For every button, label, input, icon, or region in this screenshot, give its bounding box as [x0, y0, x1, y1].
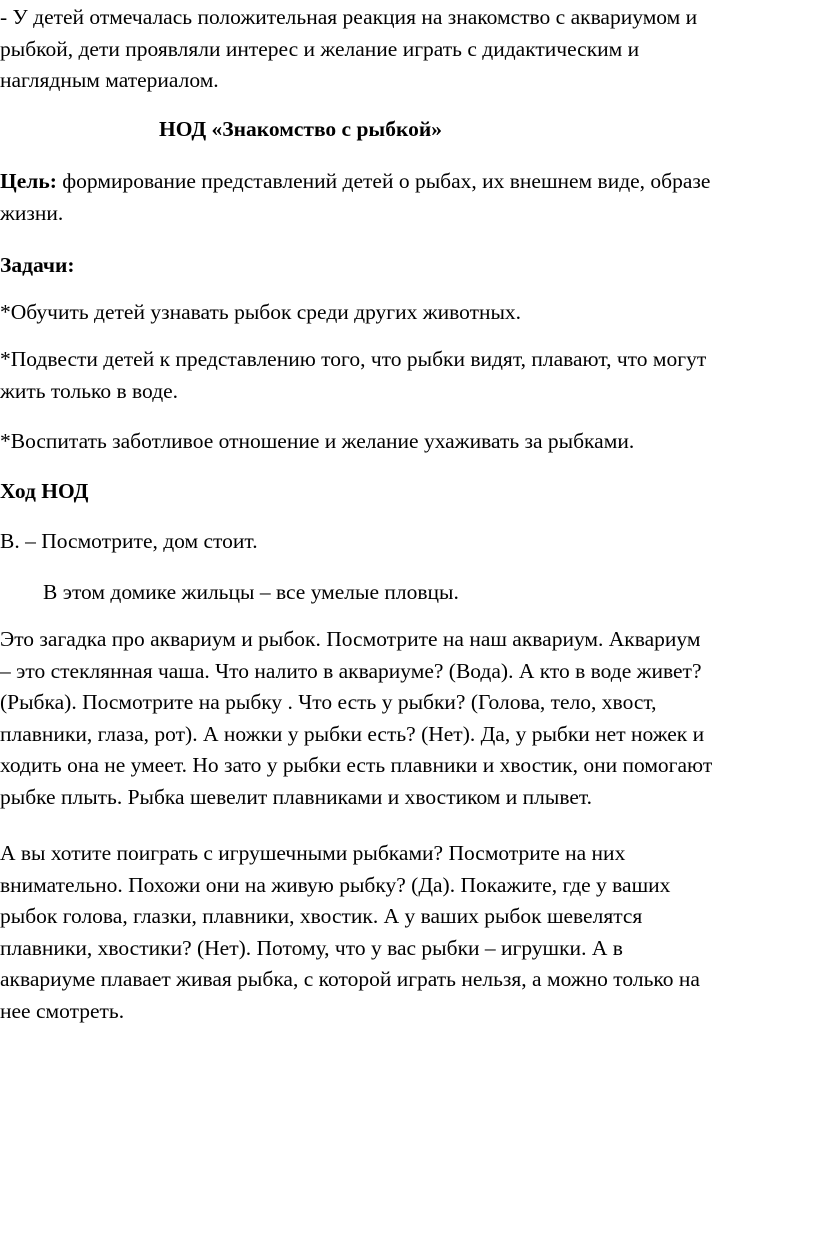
body-paragraph — [0, 838, 816, 1027]
goal-label: Цель: — [0, 169, 57, 193]
document-title — [159, 114, 759, 146]
task-item-line: *Обучить детей узнавать рыбок среди других животных. — [0, 300, 522, 324]
task-item — [0, 297, 816, 329]
task-item-line: *Подвести детей к представлению того, что рыбки видят, плавают, что могут — [0, 347, 707, 371]
goal-text-continued: жизни. — [0, 200, 64, 225]
paragraph-line: рыбке плыть. Рыбка шевелит плавниками и хвостиком и плывет. — [0, 784, 593, 809]
paragraph-line: ходить она не умеет. Но зато у рыбки есть плавники и хвостик, они помогают — [0, 753, 713, 777]
tasks-heading-text: Задачи: — [0, 253, 75, 277]
riddle-line-2: В этом домике жильцы – все умелые пловцы. — [43, 580, 459, 604]
paragraph-line: рыбок голова, глазки, плавники, хвостик. А у ваших рыбок шевелятся — [0, 904, 643, 928]
title-text: НОД «Знакомство с рыбкой» — [159, 117, 442, 141]
riddle-line — [0, 526, 816, 558]
progress-heading-text: Ход НОД — [0, 479, 89, 503]
progress-heading — [0, 476, 816, 508]
paragraph-line: плавники, глаза, рот). А ножки у рыбки есть? (Нет). Да, у рыбки нет ножек и — [0, 721, 705, 746]
intro-line: - У детей отмечалась положительная реакция на знакомство с аквариумом и — [0, 5, 698, 29]
intro-line: наглядным материалом. — [0, 68, 219, 92]
paragraph-line: Это загадка про аквариум и рыбок. Посмотрите на наш аквариум. Аквариум — [0, 627, 701, 651]
paragraph-line: нее смотреть. — [0, 998, 125, 1023]
paragraph-line: – это стеклянная чаша. Что налито в аквариуме? (Вода). А кто в воде живет? — [0, 658, 702, 683]
riddle-line-1: В. – Посмотрите, дом стоит. — [0, 529, 258, 553]
goal-text: формирование представлений детей о рыбах, их внешнем виде, образе — [62, 169, 711, 193]
task-item-line: жить только в воде. — [0, 378, 179, 403]
task-item — [0, 426, 816, 458]
goal-section — [0, 166, 816, 229]
task-item-line: *Воспитать заботливое отношение и желание ухаживать за рыбками. — [0, 429, 635, 453]
paragraph-line: плавники, хвостики? (Нет). Потому, что у вас рыбки – игрушки. А в — [0, 935, 623, 960]
body-paragraph — [0, 624, 816, 813]
tasks-heading — [0, 250, 816, 282]
paragraph-line: А вы хотите поиграть с игрушечными рыбками? Посмотрите на них — [0, 841, 626, 865]
paragraph-line: аквариуме плавает живая рыбка, с которой играть нельзя, а можно только на — [0, 967, 700, 991]
intro-paragraph — [0, 2, 816, 97]
riddle-line — [43, 577, 803, 609]
paragraph-line: внимательно. Похожи они на живую рыбку? (Да). Покажите, где у ваших — [0, 872, 671, 897]
intro-line: рыбкой, дети проявляли интерес и желание играть с дидактическим и — [0, 36, 640, 61]
task-item — [0, 344, 816, 407]
paragraph-line: (Рыбка). Посмотрите на рыбку . Что есть у рыбки? (Голова, тело, хвост, — [0, 690, 657, 714]
